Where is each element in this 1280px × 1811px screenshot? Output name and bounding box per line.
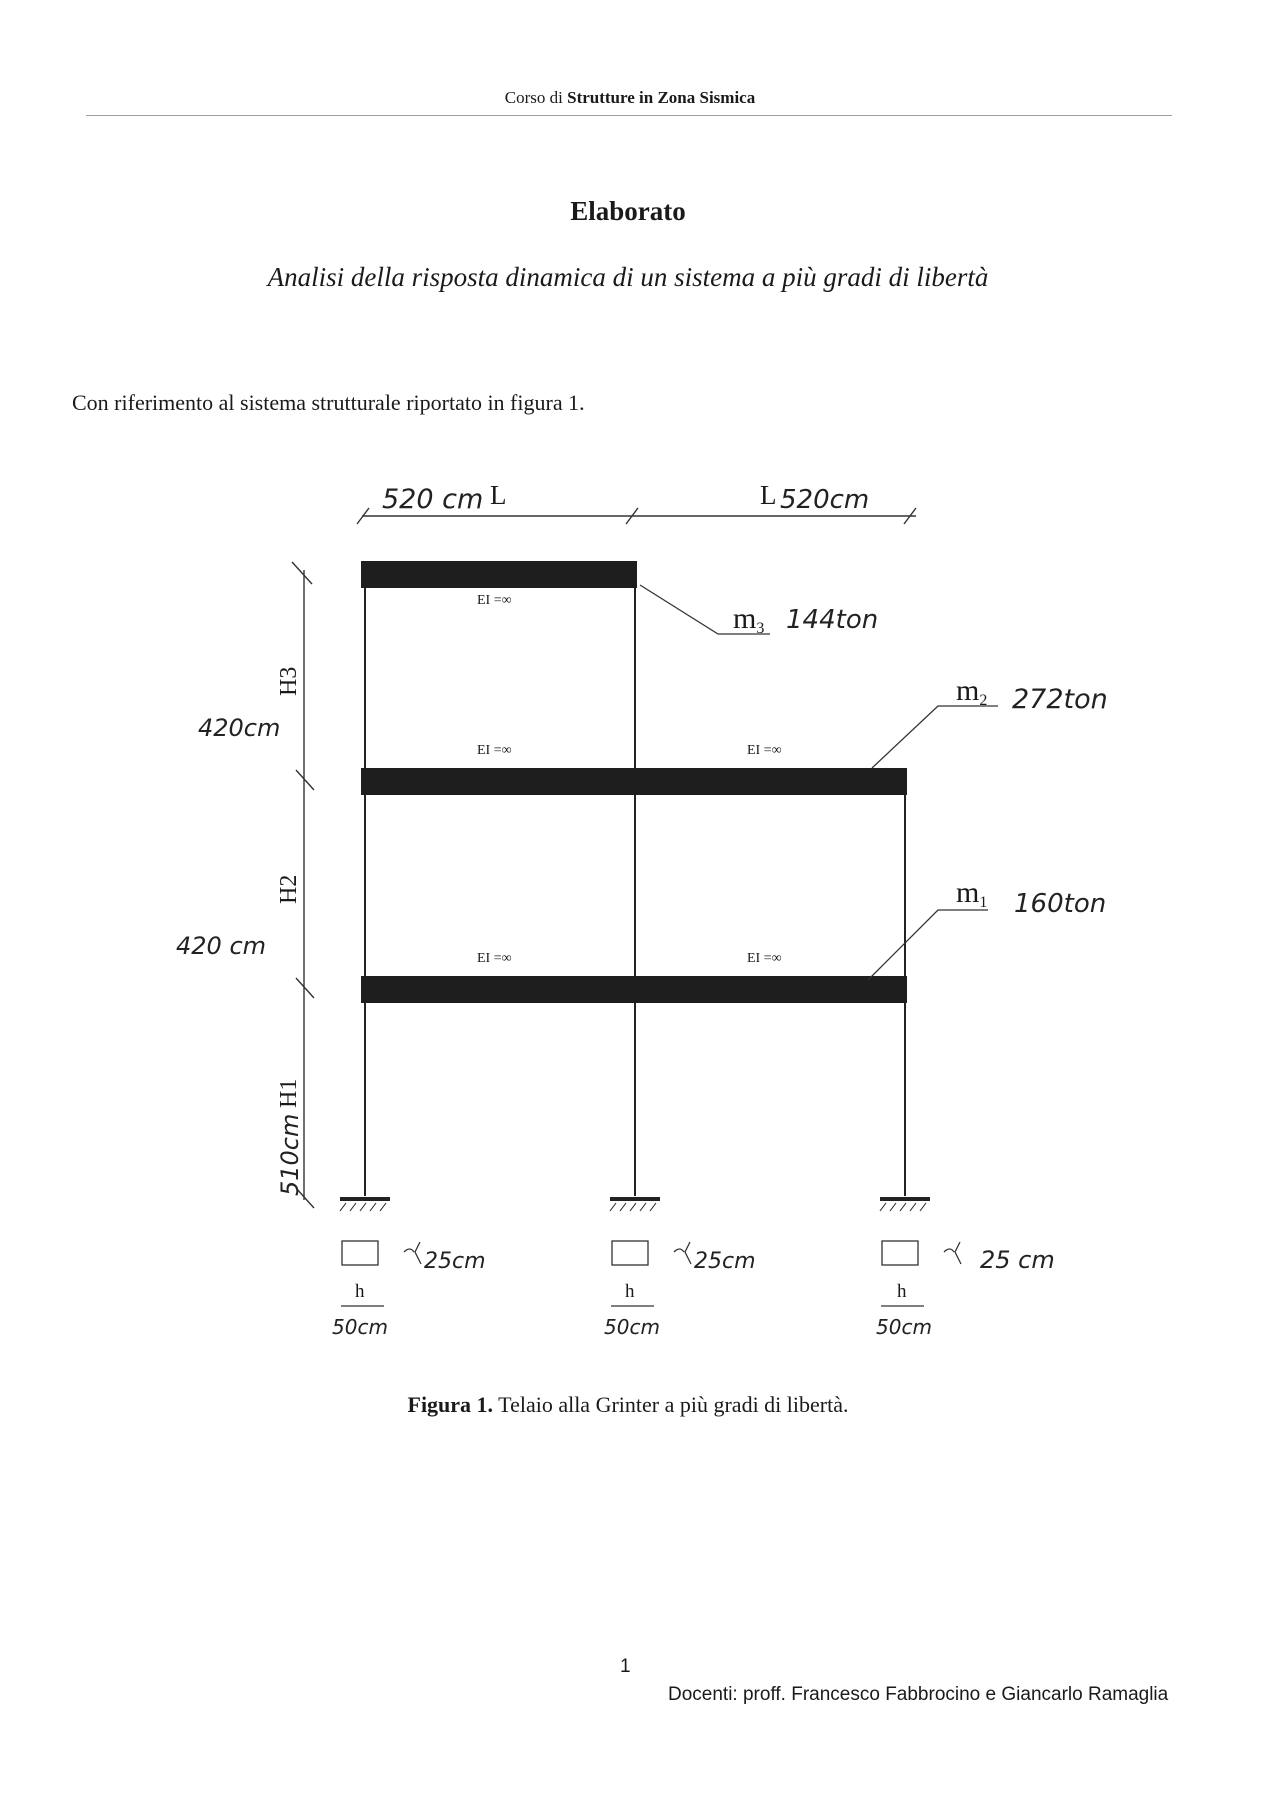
story-tick-2 xyxy=(296,770,314,790)
span-left-label: L xyxy=(490,480,507,510)
page-number: 1 xyxy=(620,1656,631,1677)
figure-caption xyxy=(0,1392,1256,1418)
section-middle-height: 25cm xyxy=(694,1249,756,1274)
story-label-h2: H2 xyxy=(276,874,302,904)
section-left-width: 50cm xyxy=(332,1315,388,1339)
section-left-height: 25cm xyxy=(424,1249,486,1274)
mass-hand-m3: 144ton xyxy=(786,605,879,635)
section-right-height: 25 cm xyxy=(980,1246,1055,1274)
section-middle-h: h xyxy=(625,1281,635,1302)
mass-hand-m1: 160ton xyxy=(1014,889,1107,919)
support-right xyxy=(880,1199,930,1211)
leader-m2 xyxy=(872,706,998,768)
intro-paragraph: Con riferimento al sistema strutturale riportato in figura 1. xyxy=(72,390,585,415)
story-tick-1 xyxy=(296,978,314,998)
beam-floor-3 xyxy=(361,561,637,588)
course-prefix: Corso di xyxy=(504,88,563,107)
section-right-h: h xyxy=(897,1281,907,1302)
section-middle xyxy=(604,1241,756,1339)
columns xyxy=(365,584,905,1196)
section-left xyxy=(332,1241,486,1339)
document-subtitle: Analisi della risposta dinamica di un sistema a più gradi di libertà xyxy=(267,262,989,292)
document-title: Elaborato xyxy=(570,196,686,226)
footer-docenti: Docenti: proff. Francesco Fabbrocino e Giancarlo Ramaglia xyxy=(668,1684,1169,1705)
caption-label: Figura 1. xyxy=(407,1392,494,1417)
section-right-width: 50cm xyxy=(876,1315,932,1339)
story-label-h3: H3 xyxy=(276,666,302,696)
mass-hand-m2: 272ton xyxy=(1012,684,1108,715)
support-middle xyxy=(610,1199,660,1211)
mass-label-m3: m3 xyxy=(733,602,765,637)
story-hand-h1: 510cm xyxy=(276,1113,304,1196)
section-left-h: h xyxy=(355,1281,365,1302)
story-hand-h3: 420cm xyxy=(198,714,281,742)
beam-floor-2 xyxy=(361,768,907,795)
rigidity-label-1-right: EI =∞ xyxy=(747,951,782,966)
section-right xyxy=(876,1241,1055,1339)
story-tick-top xyxy=(292,562,312,584)
rigidity-label-2-right: EI =∞ xyxy=(747,743,782,758)
span-right-hand: 520cm xyxy=(780,485,870,515)
beam-floor-1 xyxy=(361,976,907,1003)
section-middle-width: 50cm xyxy=(604,1315,660,1339)
mass-label-m1: m1 xyxy=(956,876,988,911)
mass-label-m2: m2 xyxy=(956,674,988,709)
caption-text: Telaio alla Grinter a più gradi di libertà. xyxy=(493,1392,849,1417)
story-hand-h2: 420 cm xyxy=(176,932,267,960)
course-name: Strutture in Zona Sismica xyxy=(567,88,756,107)
span-right-label: L xyxy=(760,480,777,510)
rigidity-label-2-left: EI =∞ xyxy=(477,743,512,758)
span-left-hand: 520 cm xyxy=(382,484,484,515)
leader-m1 xyxy=(868,910,988,980)
support-left xyxy=(340,1199,390,1211)
story-label-h1: H1 xyxy=(276,1078,302,1108)
rigidity-label-1-left: EI =∞ xyxy=(477,951,512,966)
rigidity-label-3: EI =∞ xyxy=(477,593,512,608)
